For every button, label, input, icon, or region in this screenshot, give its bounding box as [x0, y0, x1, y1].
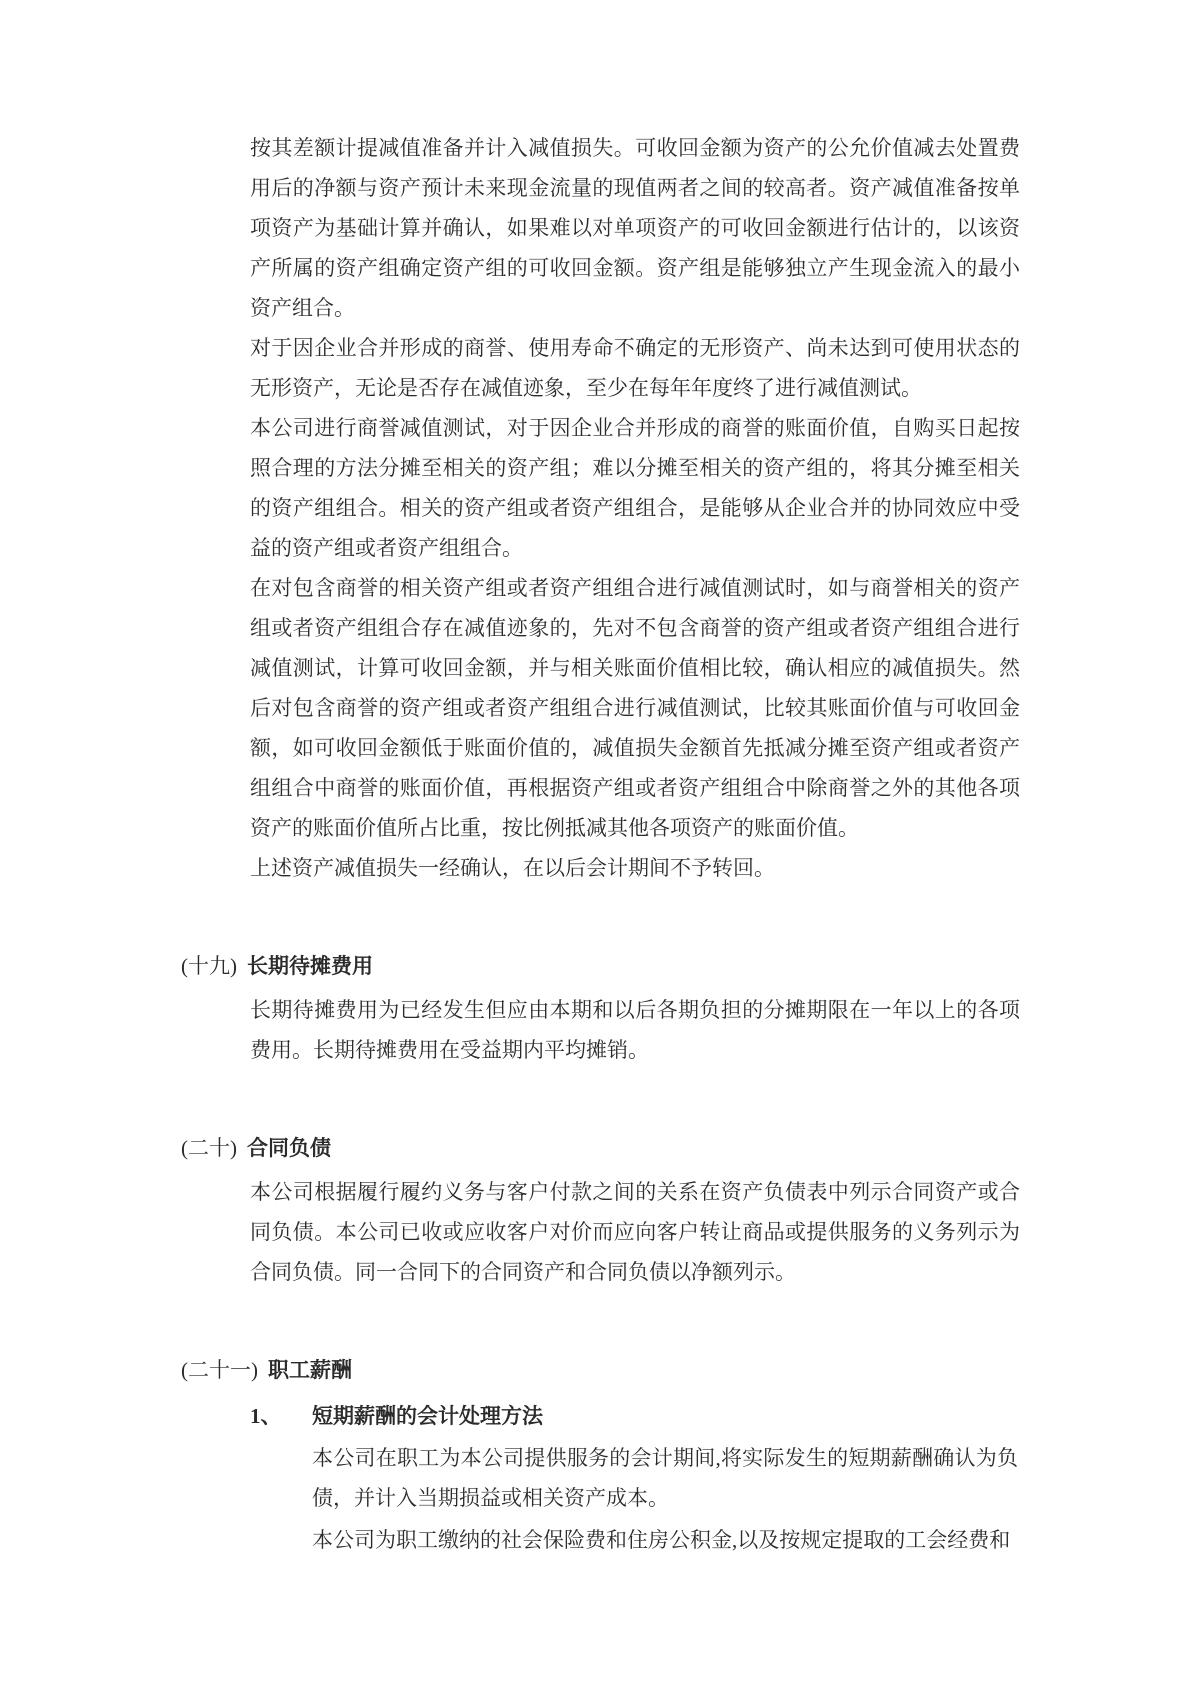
paragraph-goodwill-annual-test: 对于因企业合并形成的商誉、使用寿命不确定的无形资产、尚未达到可使用状态的无形资产，无论是否存在减值迹象，至少在每年年度终了进行减值测试。: [250, 336, 1020, 400]
paragraph-goodwill-impairment-procedure: 在对包含商誉的相关资产组或者资产组组合进行减值测试时，如与商誉相关的资产组或者资产组组合存在减值迹象的，先对不包含商誉的资产组或者资产组组合进行减值测试，计算可收回金额，并与相关账面价值相比较，确认相应的减值损失。然后对包含商誉的资产组或者资产组组合进行减值测试，比较其账面价值与可收回金额，如可收回金额低于账面价值的，减值损失金额首先抵减分摊至资产组或者资产组组合中商誉的账面价值，再根据资产组或者资产组组合中除商誉之外的其他各项资产的账面价值所占比重，按比例抵减其他各项资产的账面价值。: [250, 576, 1020, 840]
section-title: 职工薪酬: [268, 1358, 352, 1382]
section-body: [0, 1172, 1200, 1292]
subsection-short-term-compensation: [0, 1396, 1200, 1560]
section-title: 合同负债: [247, 1136, 331, 1160]
section-number-label: (二十): [181, 1136, 237, 1160]
section-heading: [181, 1350, 1200, 1390]
paragraph-social-insurance-housing-fund: 本公司为职工缴纳的社会保险费和住房公积金,以及按规定提取的工会经费和: [312, 1528, 1011, 1552]
section-body: [0, 990, 1200, 1070]
section-long-term-deferred-expenses: [0, 946, 1200, 1070]
paragraph-goodwill-allocation: 本公司进行商誉减值测试，对于因企业合并形成的商誉的账面价值，自购买日起按照合理的方法分摊至相关的资产组；难以分摊至相关的资产组的，将其分摊至相关的资产组组合。相关的资产组或者资产组组合，是能够从企业合并的协同效应中受益的资产组或者资产组组合。: [250, 416, 1020, 560]
paragraph-short-term-compensation-recognition: 本公司在职工为本公司提供服务的会计期间,将实际发生的短期薪酬确认为负债，并计入当期损益或相关资产成本。: [312, 1446, 1018, 1510]
section-number-label: (十九): [181, 954, 237, 978]
section-title: 长期待摊费用: [247, 954, 373, 978]
paragraph-impairment-recoverable-amount: 按其差额计提减值准备并计入减值损失。可收回金额为资产的公允价值减去处置费用后的净额与资产预计未来现金流量的现值两者之间的较高者。资产减值准备按单项资产为基础计算并确认，如果难以对单项资产的可收回金额进行估计的，以该资产所属的资产组确定资产组的可收回金额。资产组是能够独立产生现金流入的最小资产组合。: [250, 136, 1020, 320]
paragraph-impairment-no-reversal: 上述资产减值损失一经确认，在以后会计期间不予转回。: [250, 856, 775, 880]
paragraph-long-term-deferred-expenses: 长期待摊费用为已经发生但应由本期和以后各期负担的分摊期限在一年以上的各项费用。长期待摊费用在受益期内平均摊销。: [250, 998, 1020, 1062]
subsection-number-label: 1、: [250, 1404, 282, 1428]
section-heading: [181, 1128, 1200, 1168]
subsection-title: 短期薪酬的会计处理方法: [312, 1404, 543, 1428]
section-number-label: (二十一): [181, 1358, 258, 1382]
impairment-intro-block: [0, 128, 1200, 888]
subsection-heading: [250, 1396, 1200, 1436]
section-heading: [181, 946, 1200, 986]
section-contract-liabilities: [0, 1128, 1200, 1292]
paragraph-contract-liabilities: 本公司根据履行履约义务与客户付款之间的关系在资产负债表中列示合同资产或合同负债。本公司已收或应收客户对价而应向客户转让商品或提供服务的义务列示为合同负债。同一合同下的合同资产和合同负债以净额列示。: [250, 1180, 1020, 1284]
section-employee-compensation: [0, 1350, 1200, 1560]
